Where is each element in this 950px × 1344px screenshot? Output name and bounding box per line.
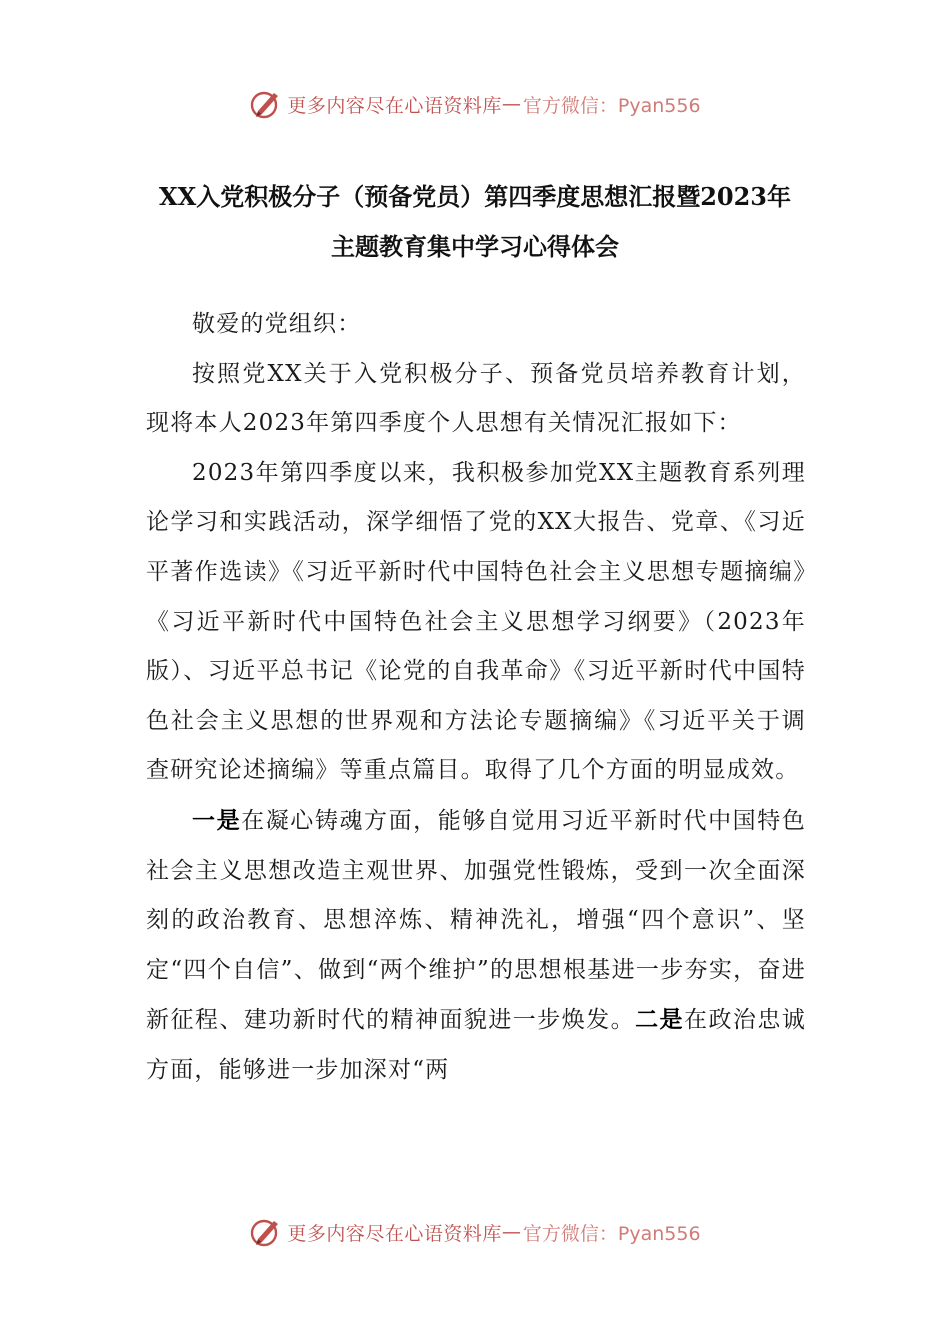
document-body bbox=[146, 300, 806, 1096]
title-line-1: XX入党积极分子（预备党员）第四季度思想汇报暨2023年 bbox=[158, 182, 792, 211]
header-banner bbox=[0, 84, 950, 124]
paragraph-1: 按照党XX关于入党积极分子、预备党员培养教育计划，现将本人2023年第四季度个人思想有关情况汇报如下： bbox=[146, 360, 806, 437]
pen-logo-icon bbox=[249, 1215, 283, 1249]
footer-banner bbox=[0, 1212, 950, 1252]
title-line-2: 主题教育集中学习心得体会 bbox=[331, 232, 619, 261]
banner-separator: — bbox=[501, 1221, 521, 1243]
paragraph-2: 2023年第四季度以来，我积极参加党XX主题教育系列理论学习和实践活动，深学细悟了党的XX大报告、党章、《习近平著作选读》《习近平新时代中国特色社会主义思想专题摘编》《习近平新时代中国特色社会主义思想学习纲要》（2023年版）、习近平总书记《论党的自我革命》《习近平新时代中国特色社会主义思想的世界观和方法论专题摘编》《习近平关于调查研究论述摘编》等重点篇目。取得了几个方面的明显成效。 bbox=[146, 459, 806, 784]
point-two-text: 在政治忠诚方面，能够进一步加深对“两 bbox=[146, 1007, 807, 1083]
salutation: 敬爱的党组织： bbox=[192, 311, 362, 337]
banner-wechat: 官方微信：Pyan556 bbox=[522, 94, 701, 117]
pen-logo-icon bbox=[249, 87, 283, 121]
point-one-lead: 一是 bbox=[192, 806, 242, 834]
point-one-text: 在凝心铸魂方面，能够自觉用习近平新时代中国特色社会主义思想改造主观世界、加强党性锻炼，受到一次全面深刻的政治教育、思想淬炼、精神洗礼，增强“四个意识”、坚定“四个自信”、做到“两个维护”的思想根基进一步夯实，奋进新征程、建功新时代的精神面貌进一步焕发。 bbox=[146, 807, 806, 1034]
paragraph-3 bbox=[146, 796, 806, 1096]
banner-separator: — bbox=[501, 93, 521, 115]
banner-text: 更多内容尽在心语资料库 bbox=[287, 1222, 502, 1245]
document-title bbox=[120, 172, 830, 272]
banner-wechat: 官方微信：Pyan556 bbox=[522, 1222, 701, 1245]
banner-text: 更多内容尽在心语资料库 bbox=[287, 94, 502, 117]
point-two-lead: 二是 bbox=[635, 1006, 684, 1034]
